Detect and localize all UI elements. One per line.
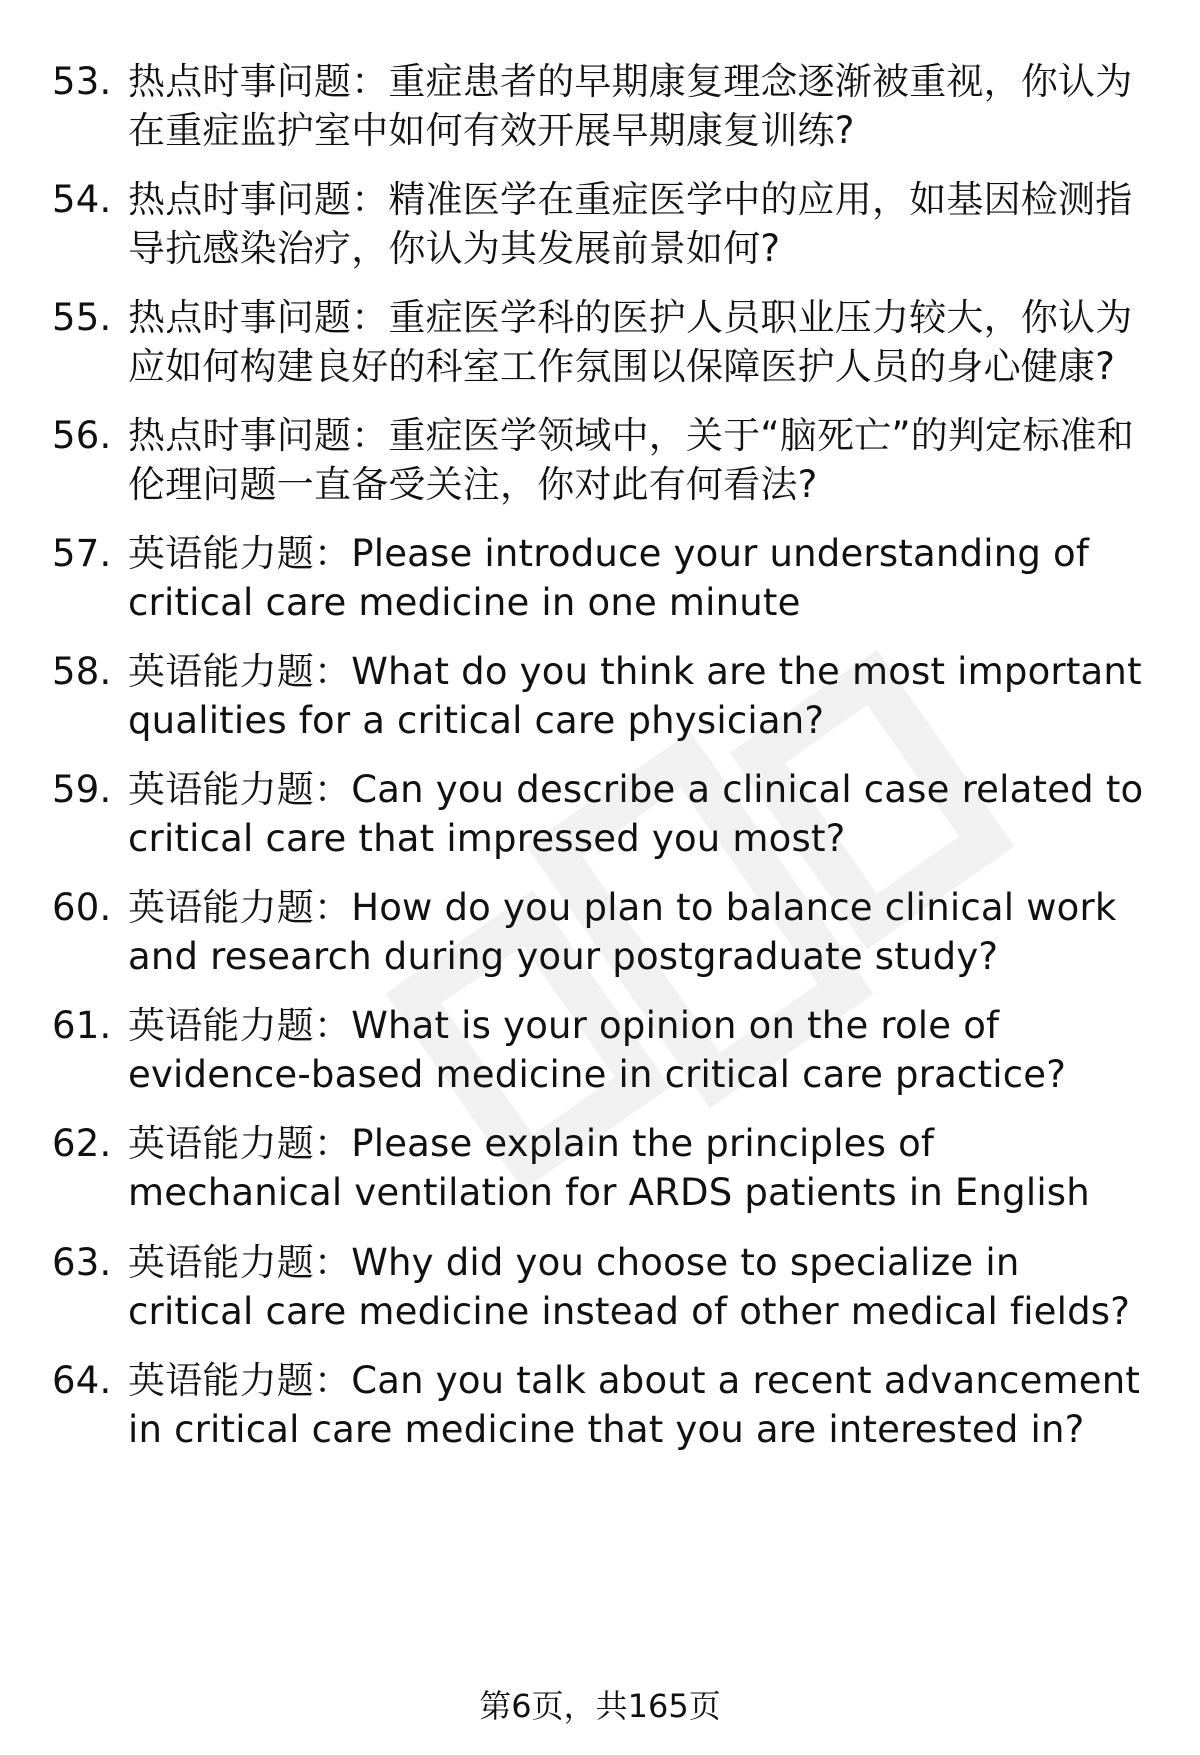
question-item bbox=[52, 1001, 1152, 1099]
question-text: 英语能力题：Can you talk about a recent advancement in critical care medicine that you are interested in? bbox=[128, 1359, 1141, 1451]
question-text: 英语能力题：Please explain the principles of mechanical ventilation for ARDS patients in English bbox=[128, 1122, 1090, 1214]
question-item bbox=[52, 293, 1152, 391]
question-number: 55. bbox=[52, 296, 112, 339]
question-number: 58. bbox=[52, 650, 112, 693]
question-item bbox=[52, 175, 1152, 273]
question-number: 59. bbox=[52, 768, 112, 811]
question-text: 英语能力题：Can you describe a clinical case related to critical care that impressed you most? bbox=[128, 768, 1144, 860]
question-item bbox=[52, 647, 1152, 745]
question-number: 57. bbox=[52, 532, 112, 575]
question-item bbox=[52, 883, 1152, 981]
question-item bbox=[52, 1119, 1152, 1217]
question-number: 61. bbox=[52, 1004, 112, 1047]
question-number: 64. bbox=[52, 1359, 112, 1402]
question-text: 英语能力题：What is your opinion on the role of evidence-based medicine in critical care practice? bbox=[128, 1004, 1067, 1096]
question-number: 53. bbox=[52, 60, 112, 103]
question-text: 英语能力题：Please introduce your understanding of critical care medicine in one minute bbox=[128, 532, 1090, 624]
question-text: 热点时事问题：重症患者的早期康复理念逐渐被重视，你认为在重症监护室中如何有效开展早期康复训练? bbox=[128, 60, 1133, 152]
question-text: 热点时事问题：重症医学领域中，关于“脑死亡”的判定标准和伦理问题一直备受关注，你对此有何看法? bbox=[128, 414, 1134, 506]
question-item bbox=[52, 1356, 1152, 1454]
question-item bbox=[52, 57, 1152, 155]
question-text: 英语能力题：What do you think are the most important qualities for a critical care physician? bbox=[128, 650, 1142, 742]
question-number: 63. bbox=[52, 1241, 112, 1284]
question-text: 英语能力题：Why did you choose to specialize in critical care medicine instead of other medical fields? bbox=[128, 1241, 1131, 1333]
question-number: 54. bbox=[52, 178, 112, 221]
question-number: 62. bbox=[52, 1122, 112, 1165]
page-footer: 第6页，共165页 bbox=[479, 1687, 721, 1725]
question-text: 热点时事问题：重症医学科的医护人员职业压力较大，你认为应如何构建良好的科室工作氛围以保障医护人员的身心健康? bbox=[128, 296, 1133, 388]
question-text: 热点时事问题：精准医学在重症医学中的应用，如基因检测指导抗感染治疗，你认为其发展前景如何? bbox=[128, 178, 1133, 270]
question-text: 英语能力题：How do you plan to balance clinical work and research during your postgraduate study? bbox=[128, 886, 1117, 978]
question-item bbox=[52, 411, 1152, 509]
question-item bbox=[52, 529, 1152, 627]
question-item bbox=[52, 765, 1152, 863]
question-item bbox=[52, 1238, 1152, 1336]
question-number: 60. bbox=[52, 886, 112, 929]
question-number: 56. bbox=[52, 414, 112, 457]
